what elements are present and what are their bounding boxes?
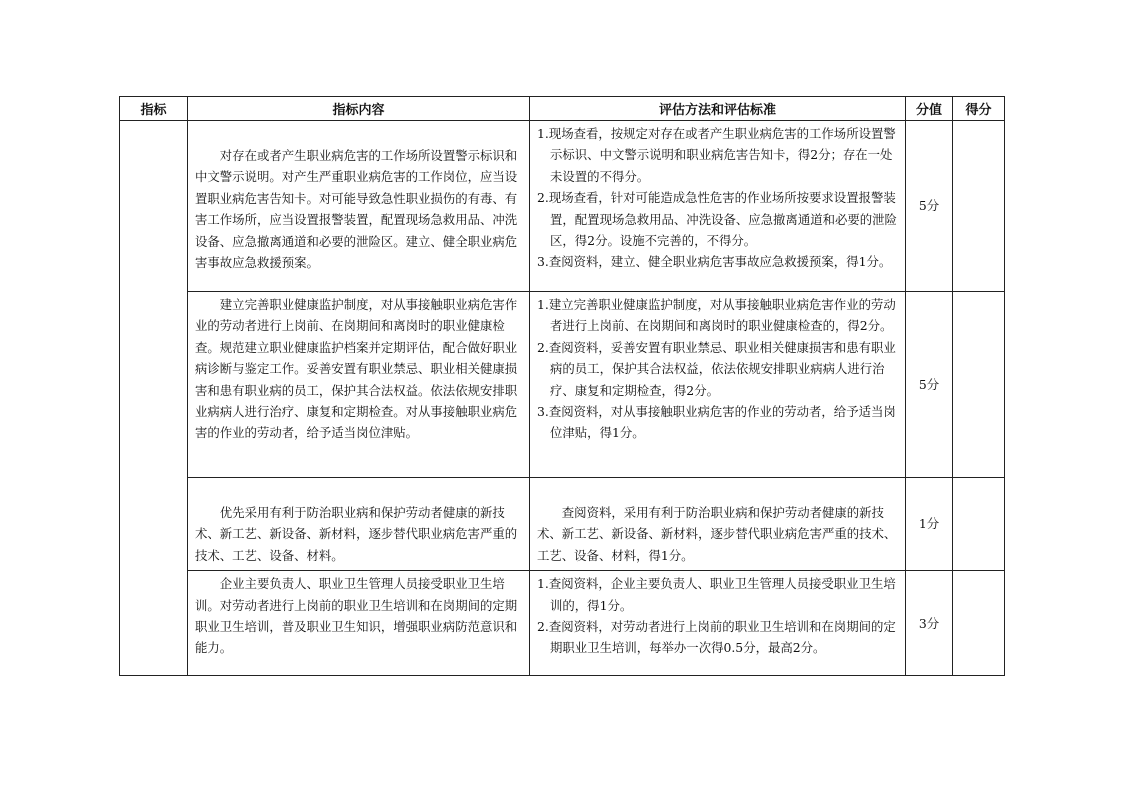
score-value: 5分	[906, 292, 953, 478]
table-row	[120, 121, 1005, 292]
score-obtained	[953, 121, 1005, 292]
method-item: 2.现场查看，针对可能造成急性危害的作业场所按要求设置报警装置，配置现场急救用品、冲洗设备、应急撤离通道和必要的泄险区，得2分。设施不完善的，不得分。	[537, 190, 897, 249]
method-item: 1.建立完善职业健康监护制度，对从事接触职业病危害作业的劳动者进行上岗前、在岗期间和离岗时的职业健康检查的，得2分。	[537, 297, 896, 334]
indicator-content: 优先采用有利于防治职业病和保护劳动者健康的新技术、新工艺、新设备、新材料，逐步替代职业病危害严重的技术、工艺、设备、材料。	[188, 478, 530, 571]
score-obtained	[953, 478, 1005, 571]
header-score-obtained: 得分	[953, 97, 1005, 121]
method-text: 查阅资料，采用有利于防治职业病和保护劳动者健康的新技术、新工艺、新设备、新材料，逐步替代职业病危害严重的技术、工艺、设备、材料，得1分。	[537, 505, 897, 563]
header-indicator: 指标	[120, 97, 188, 121]
evaluation-method	[530, 292, 906, 478]
evaluation-method	[530, 121, 906, 292]
table-row	[120, 478, 1005, 571]
score-value: 3分	[906, 571, 953, 676]
indicator-content: 建立完善职业健康监护制度，对从事接触职业病危害作业的劳动者进行上岗前、在岗期间和离岗时的职业健康检查。规范建立职业健康监护档案并定期评估，配合做好职业病诊断与鉴定工作。妥善安置有职业禁忌、职业相关健康损害和患有职业病的员工，保护其合法权益。依法依规安排职业病病人进行治疗、康复和定期检查。对从事接触职业病危害的作业的劳动者，给予适当岗位津贴。	[188, 292, 530, 478]
table-row	[120, 571, 1005, 676]
header-indicator-content: 指标内容	[188, 97, 530, 121]
indicator-content: 企业主要负责人、职业卫生管理人员接受职业卫生培训。对劳动者进行上岗前的职业卫生培训和在岗期间的定期职业卫生培训，普及职业卫生知识，增强职业病防范意识和能力。	[188, 571, 530, 676]
header-score-value: 分值	[906, 97, 953, 121]
method-item: 2.查阅资料，妥善安置有职业禁忌、职业相关健康损害和患有职业病的员工，保护其合法权益，依法依规安排职业病病人进行治疗、康复和定期检查，得2分。	[537, 339, 896, 398]
evaluation-method	[530, 478, 906, 571]
indicator-content: 对存在或者产生职业病危害的工作场所设置警示标识和中文警示说明。对产生严重职业病危害的工作岗位，应当设置职业病危害告知卡。对可能导致急性职业损伤的有毒、有害工作场所，应当设置报警装置，配置现场急救用品、冲洗设备、应急撤离通道和必要的泄险区。建立、健全职业病危害事故应急救援预案。	[188, 121, 530, 292]
header-evaluation-method: 评估方法和评估标准	[530, 97, 906, 121]
method-item: 3.查阅资料，建立、健全职业病危害事故应急救援预案，得1分。	[537, 254, 892, 270]
method-item: 1.现场查看，按规定对存在或者产生职业病危害的工作场所设置警示标识、中文警示说明和职业病危害告知卡，得2分；存在一处未设置的不得分。	[537, 126, 896, 184]
score-value: 1分	[906, 478, 953, 571]
indicator-category-cell	[120, 121, 188, 676]
table-row	[120, 292, 1005, 478]
evaluation-table	[119, 96, 1005, 676]
method-item: 1.查阅资料，企业主要负责人、职业卫生管理人员接受职业卫生培训的，得1分。	[537, 576, 896, 613]
evaluation-method	[530, 571, 906, 676]
header-row	[120, 97, 1005, 121]
method-item: 3.查阅资料，对从事接触职业病危害的作业的劳动者，给予适当岗位津贴，得1分。	[537, 404, 896, 441]
score-value: 5分	[906, 121, 953, 292]
score-obtained	[953, 571, 1005, 676]
method-item: 2.查阅资料，对劳动者进行上岗前的职业卫生培训和在岗期间的定期职业卫生培训，每举办一次得0.5分，最高2分。	[537, 619, 896, 656]
score-obtained	[953, 292, 1005, 478]
